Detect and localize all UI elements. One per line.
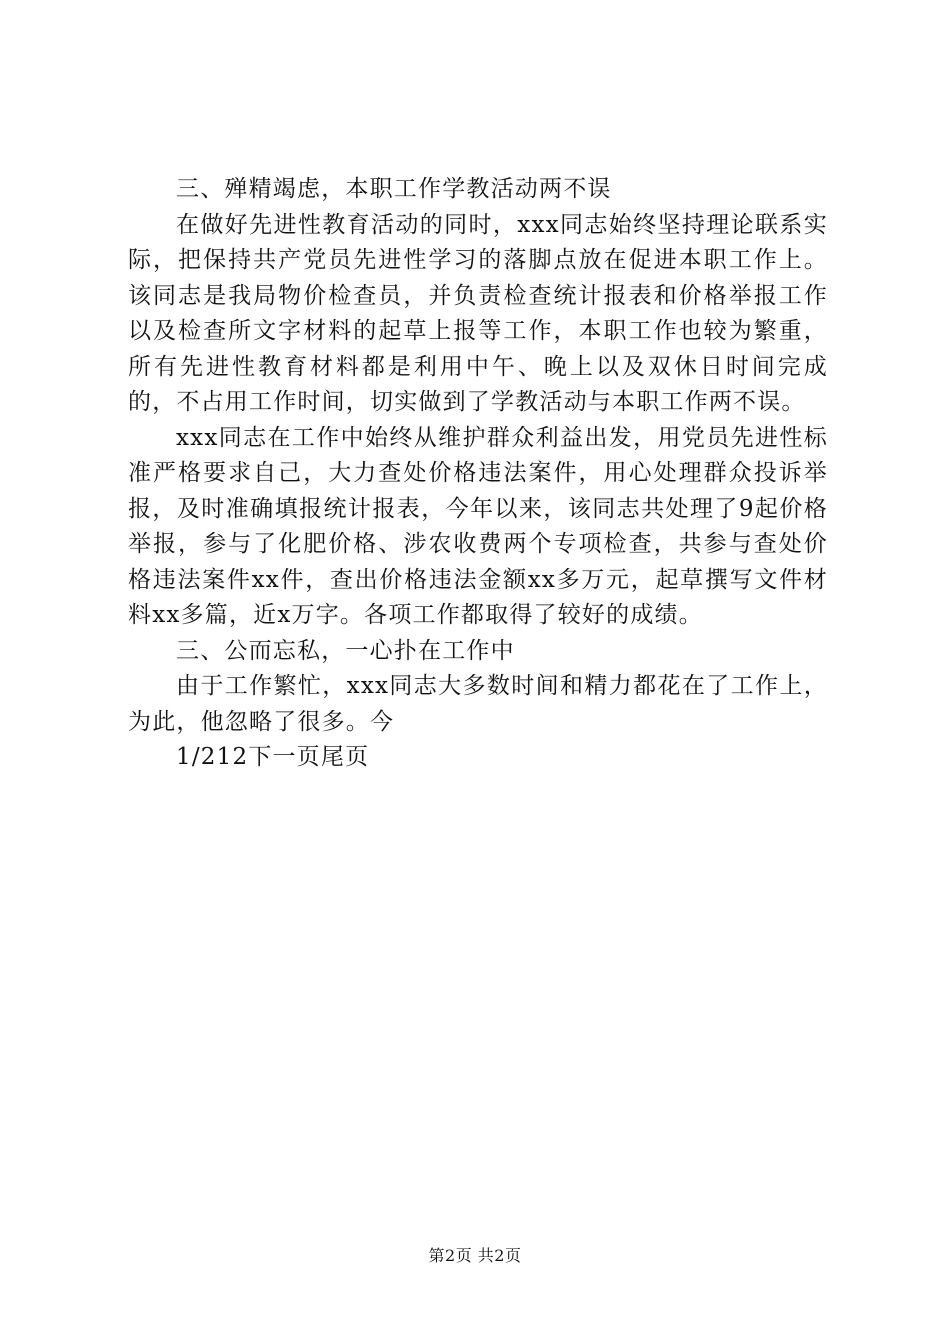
paragraph-busy-work: 由于工作繁忙，xxx同志大多数时间和精力都花在了工作上，为此，他忽略了很多。今 [128, 673, 828, 735]
paragraph-education-activity: 在做好先进性教育活动的同时，xxx同志始终坚持理论联系实际，把保持共产党员先进性学习的落脚点放在促进本职工作上。该同志是我局物价检查员，并负责检查统计报表和价格举报工作以及检查所文字材料的起草上报等工作，本职工作也较为繁重，所有先进性教育材料都是利用中午、晚上以及双休日时间完成的，不占用工作时间，切实做到了学教活动与本职工作两不误。 [128, 211, 828, 415]
section-heading-selfless: 三、公而忘私，一心扑在工作中 [176, 637, 515, 664]
document-body [128, 172, 828, 776]
pagination-links[interactable]: 1/212下一页尾页 [176, 744, 370, 770]
section-heading-dedication: 三、殚精竭虑，本职工作学教活动两不误 [176, 176, 612, 202]
paragraph-work-achievements: xxx同志在工作中始终从维护群众利益出发，用党员先进性标准严格要求自己，大力查处价格违法案件，用心处理群众投诉举报，及时准确填报统计报表，今年以来，该同志共处理了9起价格举报，参与了化肥价格、涉农收费两个专项检查，共参与查处价格违法案件xx件，查出价格违法金额xx多万元，起草撰写文件材料xx多篇，近x万字。各项工作都取得了较好的成绩。 [128, 424, 828, 628]
page-footer-number: 第2页 共2页 [428, 1246, 522, 1265]
